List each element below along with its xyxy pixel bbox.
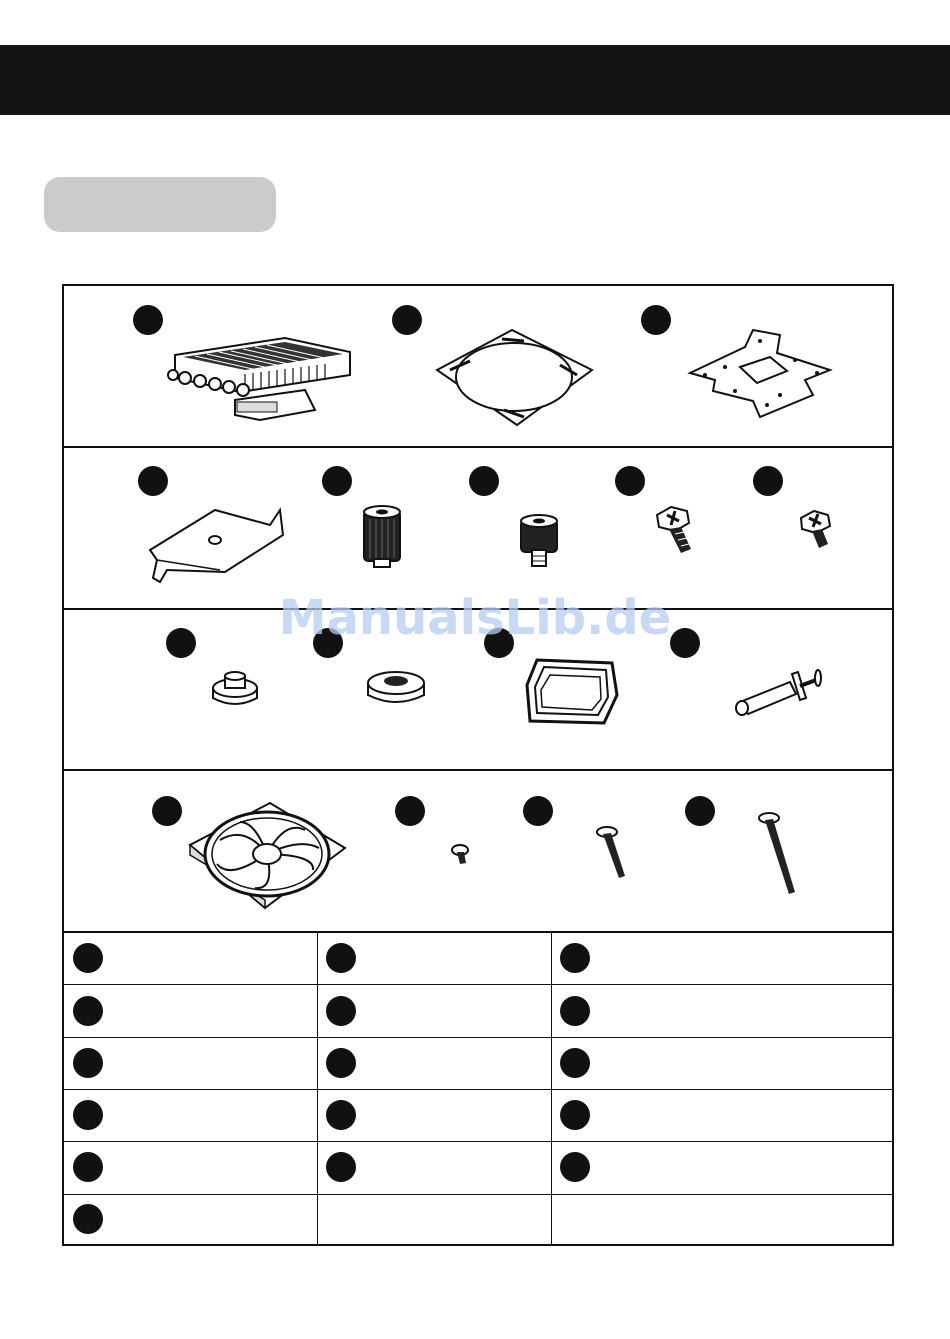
socket-holder-icon — [522, 655, 622, 727]
part-marker-3 — [641, 305, 671, 335]
mounting-bracket-icon — [145, 500, 290, 588]
legend-marker — [560, 1048, 590, 1078]
legend-marker — [73, 1152, 103, 1182]
standoff-short-icon — [518, 512, 560, 570]
part-marker-14 — [395, 796, 425, 826]
legend-marker — [326, 943, 356, 973]
panel-divider — [64, 931, 892, 933]
legend-col-divider — [551, 931, 552, 1246]
legend-marker — [73, 1100, 103, 1130]
legend-marker — [73, 943, 103, 973]
part-marker-16 — [685, 796, 715, 826]
part-marker-5 — [322, 466, 352, 496]
legend-row-divider — [64, 1089, 892, 1090]
part-marker-4 — [138, 466, 168, 496]
spacer-large-icon — [365, 665, 427, 707]
panel-divider — [64, 769, 892, 771]
long-screw-icon — [757, 812, 801, 896]
part-marker-6 — [469, 466, 499, 496]
legend-marker — [73, 1204, 103, 1234]
fan-icon — [185, 800, 350, 912]
part-marker-15 — [523, 796, 553, 826]
standoff-tall-icon — [360, 503, 405, 568]
legend-marker — [560, 1100, 590, 1130]
header-bar — [0, 45, 950, 115]
spacer-small-icon — [210, 670, 260, 710]
heatsink-icon — [165, 330, 360, 425]
legend-marker — [326, 1100, 356, 1130]
mounting-frame-icon — [432, 325, 597, 430]
legend-marker — [73, 1048, 103, 1078]
legend-marker — [326, 1048, 356, 1078]
backplate-icon — [685, 325, 835, 420]
legend-row-divider — [64, 1194, 892, 1195]
watermark-text: ManualsLib.de — [278, 590, 672, 646]
legend-marker — [560, 943, 590, 973]
part-marker-2 — [392, 305, 422, 335]
section-heading-tab — [44, 177, 276, 232]
tiny-screw-icon — [450, 843, 472, 865]
part-marker-1 — [133, 305, 163, 335]
legend-marker — [560, 1152, 590, 1182]
screw-icon — [653, 503, 698, 555]
legend-marker — [326, 996, 356, 1026]
legend-row-divider — [64, 984, 892, 985]
screw-small-icon — [798, 508, 833, 550]
legend-row-divider — [64, 1037, 892, 1038]
legend-row-divider — [64, 1141, 892, 1142]
part-marker-7 — [615, 466, 645, 496]
medium-screw-icon — [595, 826, 631, 881]
part-marker-13 — [152, 796, 182, 826]
legend-col-divider — [317, 931, 318, 1246]
panel-divider — [64, 446, 892, 448]
part-marker-8 — [753, 466, 783, 496]
thermal-paste-syringe-icon — [730, 660, 825, 720]
legend-marker — [73, 996, 103, 1026]
legend-marker — [326, 1152, 356, 1182]
legend-marker — [560, 996, 590, 1026]
